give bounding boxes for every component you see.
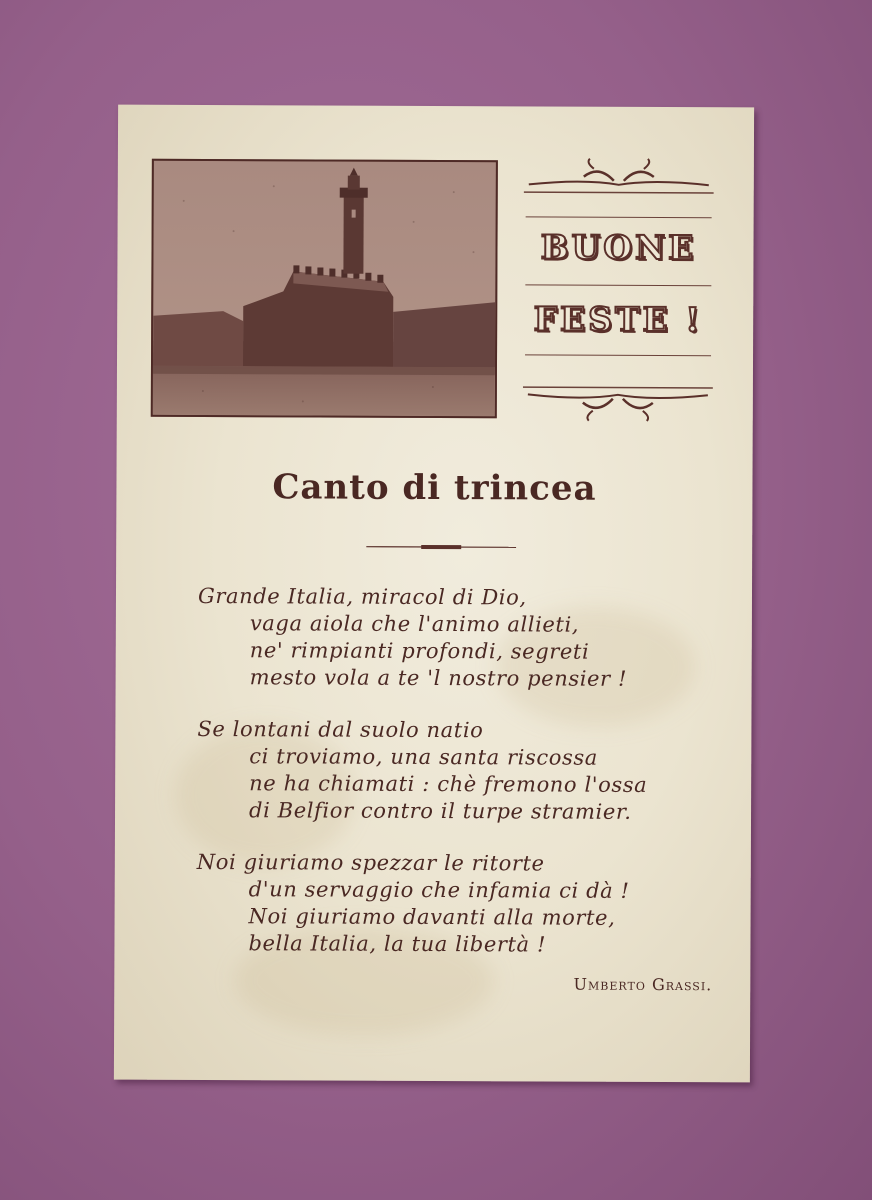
- poem-line: Se lontani dal suolo natio: [197, 716, 484, 743]
- author-signature: Umberto Grassi.: [573, 974, 713, 995]
- poem-title: Canto di trincea: [272, 467, 597, 509]
- stanza-1: [198, 583, 628, 693]
- stanza-2: [197, 716, 648, 826]
- poem-line: bella Italia, la tua libertà !: [248, 931, 547, 957]
- top-laurel-ornament: [524, 154, 714, 195]
- poem-line: ci troviamo, una santa riscossa: [249, 744, 598, 770]
- greeting-line-2: FESTE !: [533, 299, 703, 340]
- poem-line: Noi giuriamo davanti alla morte,: [248, 904, 616, 930]
- bottom-laurel-ornament: [523, 384, 713, 425]
- poem-line: vaga aiola che l'animo allieti,: [249, 611, 580, 637]
- tower-illustration: [153, 161, 496, 416]
- poem-line: Grande Italia, miracol di Dio,: [197, 583, 527, 610]
- poem-line: Noi giuriamo spezzar le ritorte: [196, 849, 545, 876]
- postcard: [114, 105, 754, 1083]
- greeting-rule: [525, 354, 711, 356]
- poem-line: ne' rimpianti profondi, segreti: [249, 638, 590, 664]
- greeting-block: [523, 154, 714, 425]
- poem-line: di Belfior contro il turpe stramier.: [249, 798, 632, 824]
- greeting-rule: [526, 216, 712, 218]
- poem-line: ne ha chiamati : chè fremono l'ossa: [249, 771, 648, 797]
- greeting-line-1: BUONE: [540, 227, 697, 268]
- title-divider-ornament: [366, 543, 516, 552]
- greeting-rule: [525, 284, 711, 286]
- poem-line: d'un servaggio che infamia ci dà !: [248, 877, 630, 903]
- poem-line: mesto vola a te 'l nostro pensier !: [249, 665, 628, 691]
- stanza-3: [196, 849, 629, 959]
- palazzo-vecchio-photo: [151, 159, 498, 419]
